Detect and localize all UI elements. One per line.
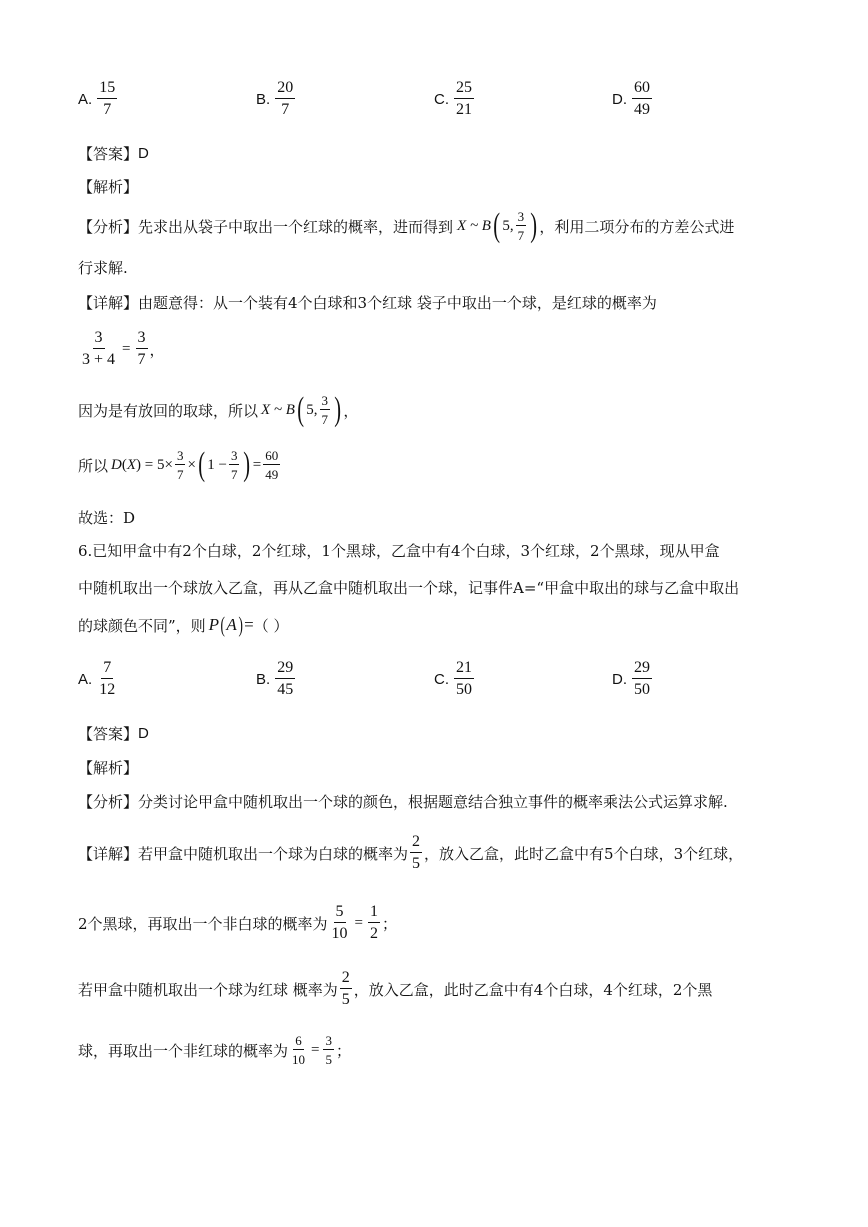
- q6-xiangjie-line-3: 若甲盒中随机取出一个球为红球 概率为 $\frac{2}{5}$ ，放入乙盒，此时乙盒中有4个白球，4个红球，2个黑: [78, 969, 713, 1008]
- option-fraction: $\frac{15}{7}$: [99, 79, 116, 118]
- q6-analysis-heading: 【解析】: [78, 759, 139, 777]
- option-fraction: $\frac{20}{7}$: [277, 79, 294, 118]
- q6-option-b: [256, 660, 297, 698]
- option-fraction: $\frac{25}{21}$: [456, 79, 472, 118]
- option-letter: B.: [256, 670, 271, 688]
- q5-option-b: [256, 80, 297, 118]
- q6-option-a: [78, 660, 119, 698]
- option-letter: B.: [256, 90, 271, 108]
- option-fraction: $\frac{60}{49}$: [634, 79, 650, 118]
- option-letter: D.: [612, 670, 627, 688]
- q6-stem-line-1: 6.已知甲盒中有2个白球，2个红球，1个黑球，乙盒中有4个白球，3个红球，2个黑球，现从甲盒: [78, 542, 720, 560]
- option-letter: A.: [78, 90, 93, 108]
- q6-answer: 【答案】 D: [78, 725, 149, 743]
- q5-analysis-heading: 【解析】: [78, 178, 139, 196]
- option-letter: A.: [78, 670, 93, 688]
- option-letter: C.: [434, 670, 449, 688]
- q6-option-d: [612, 660, 654, 698]
- option-fraction: $\frac{29}{45}$: [277, 659, 294, 698]
- option-fraction: $\frac{7}{12}$: [99, 659, 116, 698]
- q5-because-line: 因为是有放回的取球，所以 X ~ B ( 5, $\frac{3}{7}$ ) ，: [78, 391, 359, 428]
- q6-stem-line-3: 的球颜色不同”，则 P ( A ) = （ ）: [78, 612, 289, 637]
- option-fraction: $\frac{21}{50}$: [456, 659, 472, 698]
- q6-xiangjie-line-4: 球，再取出一个非红球的概率为 $\frac{6}{10}$ = $\frac{3}{5}$ ；: [78, 1033, 351, 1067]
- option-fraction: $\frac{29}{50}$: [634, 659, 650, 698]
- option-letter: D.: [612, 90, 627, 108]
- q5-option-a: [78, 80, 119, 118]
- q5-fenxi-line-2: 行求解.: [78, 259, 128, 277]
- q5-variance-line: 所以 D ( X ) = 5× $\frac{3}{7}$ × ( 1 − $\frac{3}{7}$ ) = $\frac{60}{49}$: [78, 446, 279, 483]
- q6-stem-line-2: 中随机取出一个球放入乙盒，再从乙盒中随机取出一个球，记事件A=“甲盒中取出的球与乙盒中取出: [78, 579, 740, 597]
- q5-answer: 【答案】 D: [78, 145, 149, 163]
- q5-conclusion: 故选：D: [78, 509, 136, 527]
- q6-xiangjie-line-2: 2个黑球，再取出一个非白球的概率为 $\frac{5}{10}$ = $\frac{1}{2}$ ；: [78, 903, 398, 942]
- q5-fenxi-line: 【分析】 先求出从袋子中取出一个红球的概率，进而得到 X ~ B ( 5, $\frac{3}{7}$ ) ，利用二项分布的方差公式进: [78, 207, 735, 244]
- q5-option-c: [434, 80, 476, 118]
- q5-xiangjie-line: 【详解】 由题意得：从一个装有4个白球和3个红球 袋子中取出一个球，是红球的概率为: [78, 294, 657, 312]
- q6-fenxi-line: 【分析】 分类讨论甲盒中随机取出一个球的颜色，根据题意结合独立事件的概率乘法公式运算求解.: [78, 793, 728, 811]
- q5-option-d: [612, 80, 654, 118]
- q6-xiangjie-line-1: 【详解】 若甲盒中随机取出一个球为白球的概率为 $\frac{2}{5}$ ，放入乙盒，此时乙盒中有5个白球，3个红球，: [78, 833, 744, 872]
- q5-probability-formula: $\frac{3}{3 + 4}$ = $\frac{3}{7}$ ，: [82, 329, 165, 368]
- option-letter: C.: [434, 90, 449, 108]
- q6-option-c: [434, 660, 476, 698]
